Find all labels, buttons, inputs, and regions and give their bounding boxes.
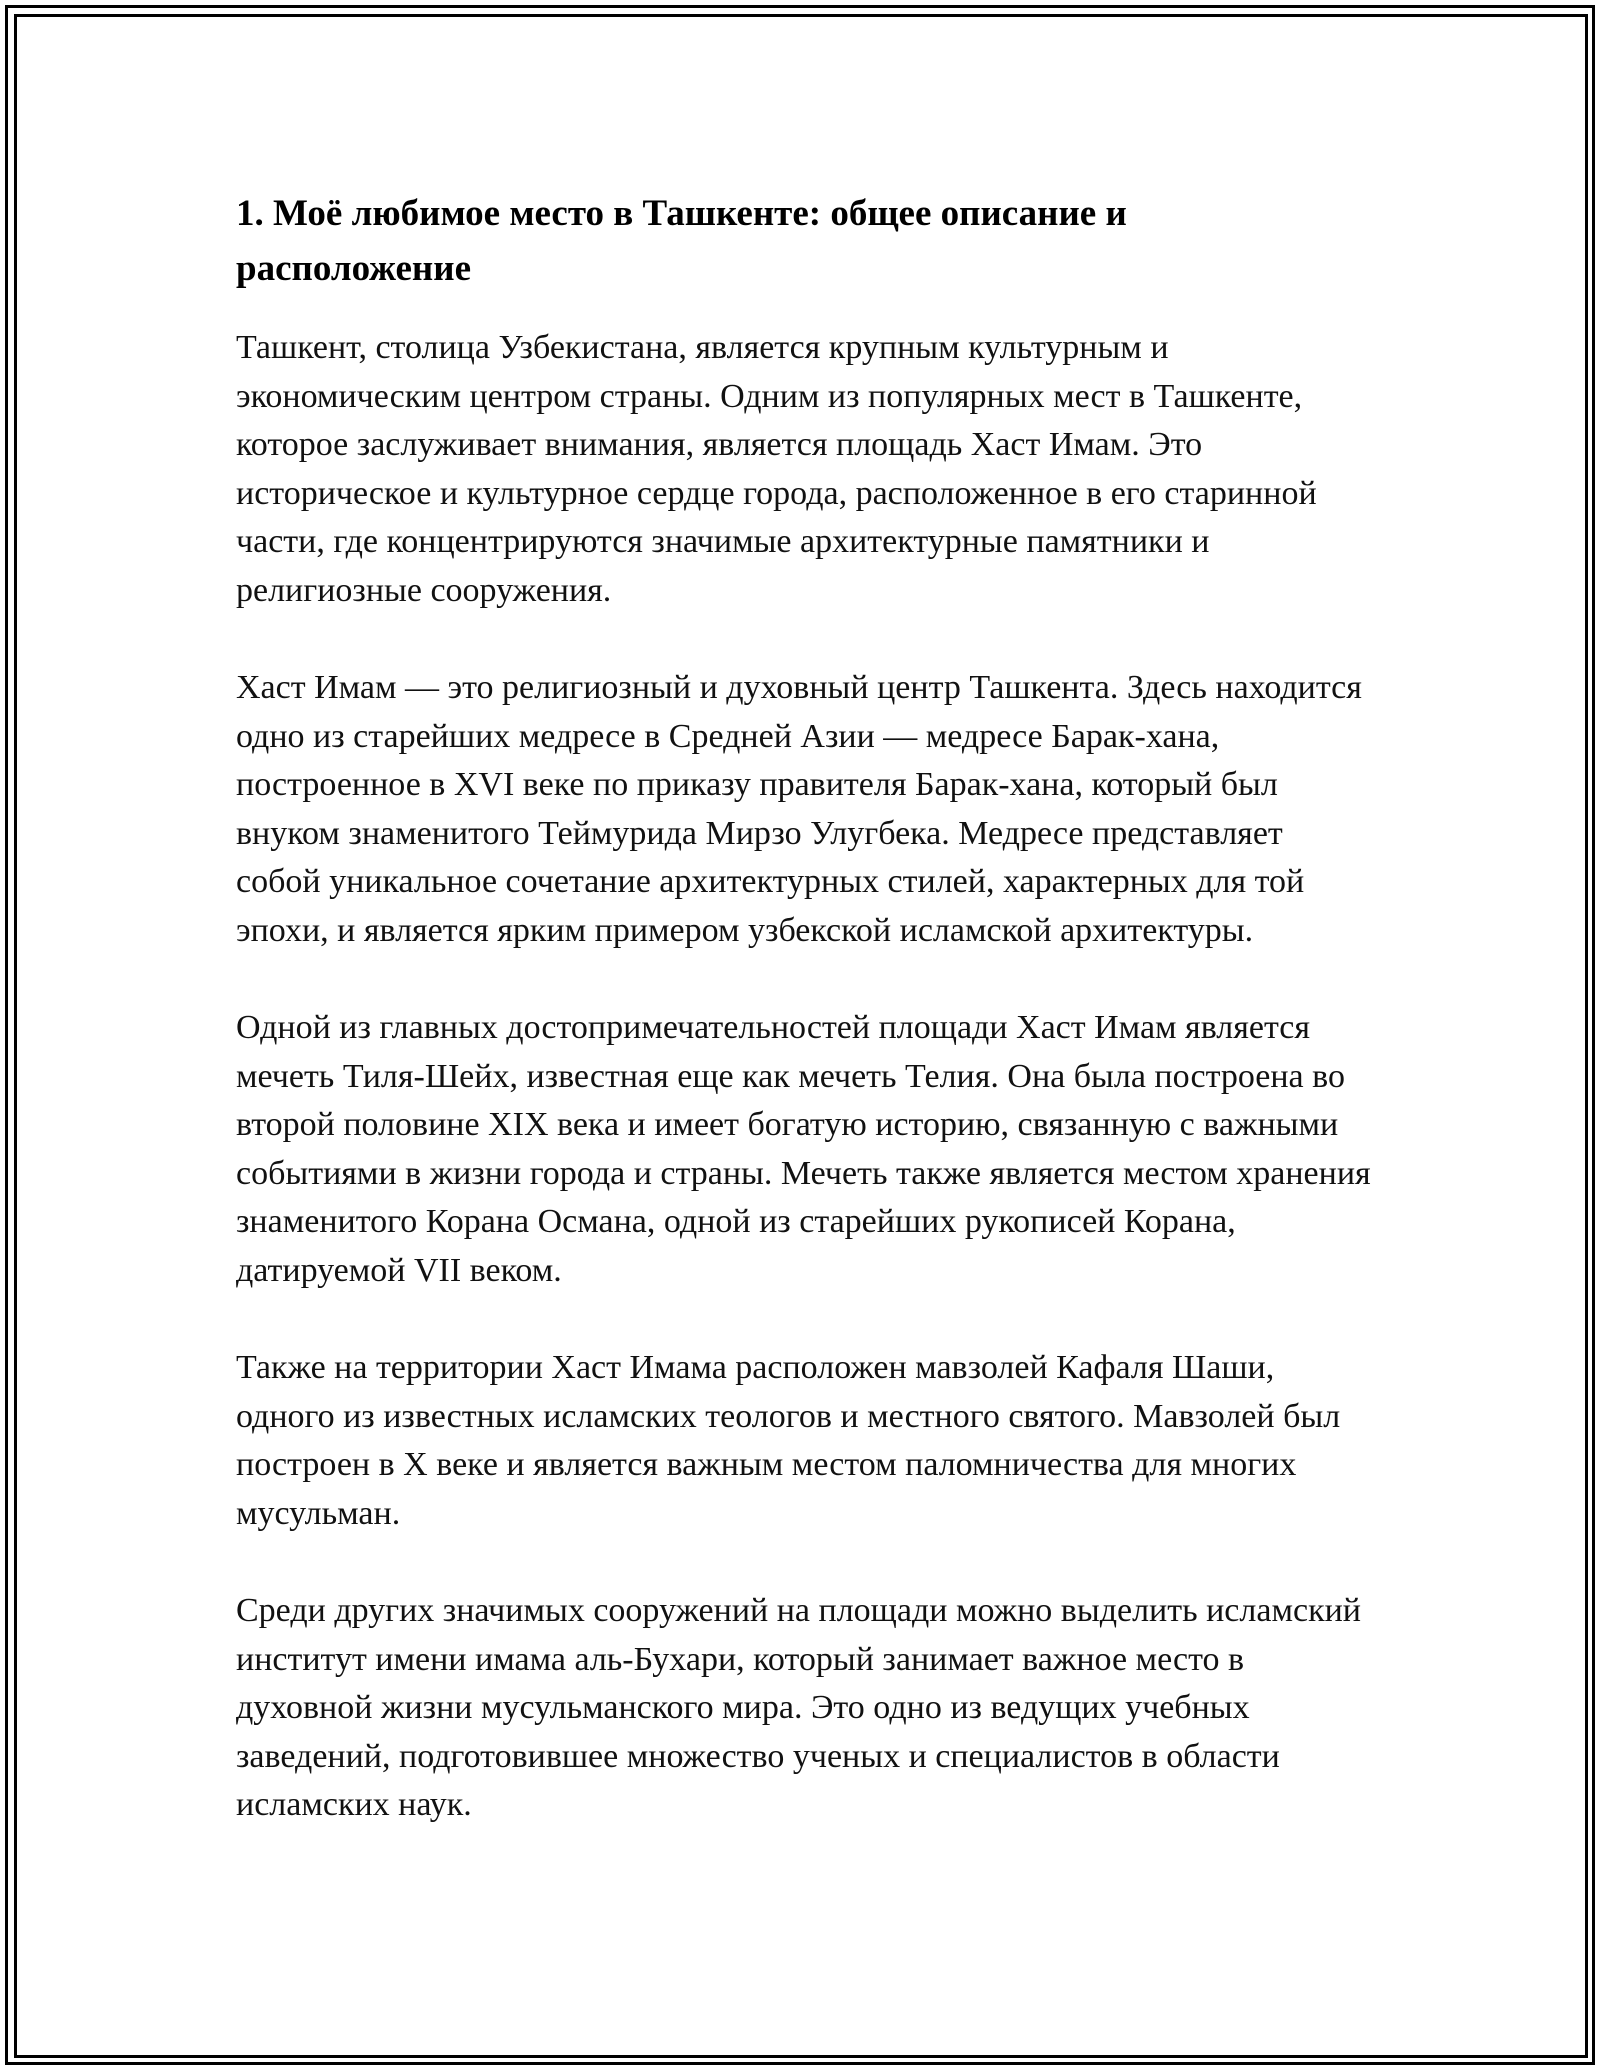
- paragraph-hast-imam-madrasa: Хаст Имам — это религиозный и духовный центр Ташкента. Здесь находится одно из старейших медресе в Средней Азии — медресе Барак-хана, построенное в XVI веке по приказу правителя Барак-хана, который был внуком знаменитого Теймурида Мирзо Улугбека. Медресе представляет собой уникальное сочетание архитектурных стилей, характерных для той эпохи, и является ярким примером узбекской исламской архитектуры.: [236, 669, 1362, 949]
- paragraph-tilla-sheikh-mosque: Одной из главных достопримечательностей площади Хаст Имам является мечеть Тиля-Шейх, известная еще как мечеть Телия. Она была построена во второй половине XIX века и имеет богатую историю, связанную с важными событиями в жизни города и страны. Мечеть также является местом хранения знаменитого Корана Османа, одной из старейших рукописей Корана, датируемой VII веком.: [236, 1009, 1371, 1289]
- document-body: [236, 186, 1371, 1879]
- paragraph-al-bukhari-institute: Среди других значимых сооружений на площади можно выделить исламский институт имени имама аль-Бухари, который занимает важное место в духовной жизни мусульманского мира. Это одно из ведущих учебных заведений, подготовившее множество ученых и специалистов в области исламских наук.: [236, 1592, 1361, 1823]
- paragraph-tashkent-intro: Ташкент, столица Узбекистана, является крупным культурным и экономическим центром страны. Одним из популярных мест в Ташкенте, которое заслуживает внимания, является площадь Хаст Имам. Это историческое и культурное сердце города, расположенное в его старинной части, где концентрируются значимые архитектурные памятники и религиозные сооружения.: [236, 329, 1317, 609]
- paragraph-kaffal-shashi-mausoleum: Также на территории Хаст Имама расположен мавзолей Кафаля Шаши, одного из известных исламских теологов и местного святого. Мавзолей был построен в X веке и является важным местом паломничества для многих мусульман.: [236, 1349, 1341, 1532]
- section-title: 1. Моё любимое место в Ташкенте: общее описание и расположение: [236, 193, 1127, 289]
